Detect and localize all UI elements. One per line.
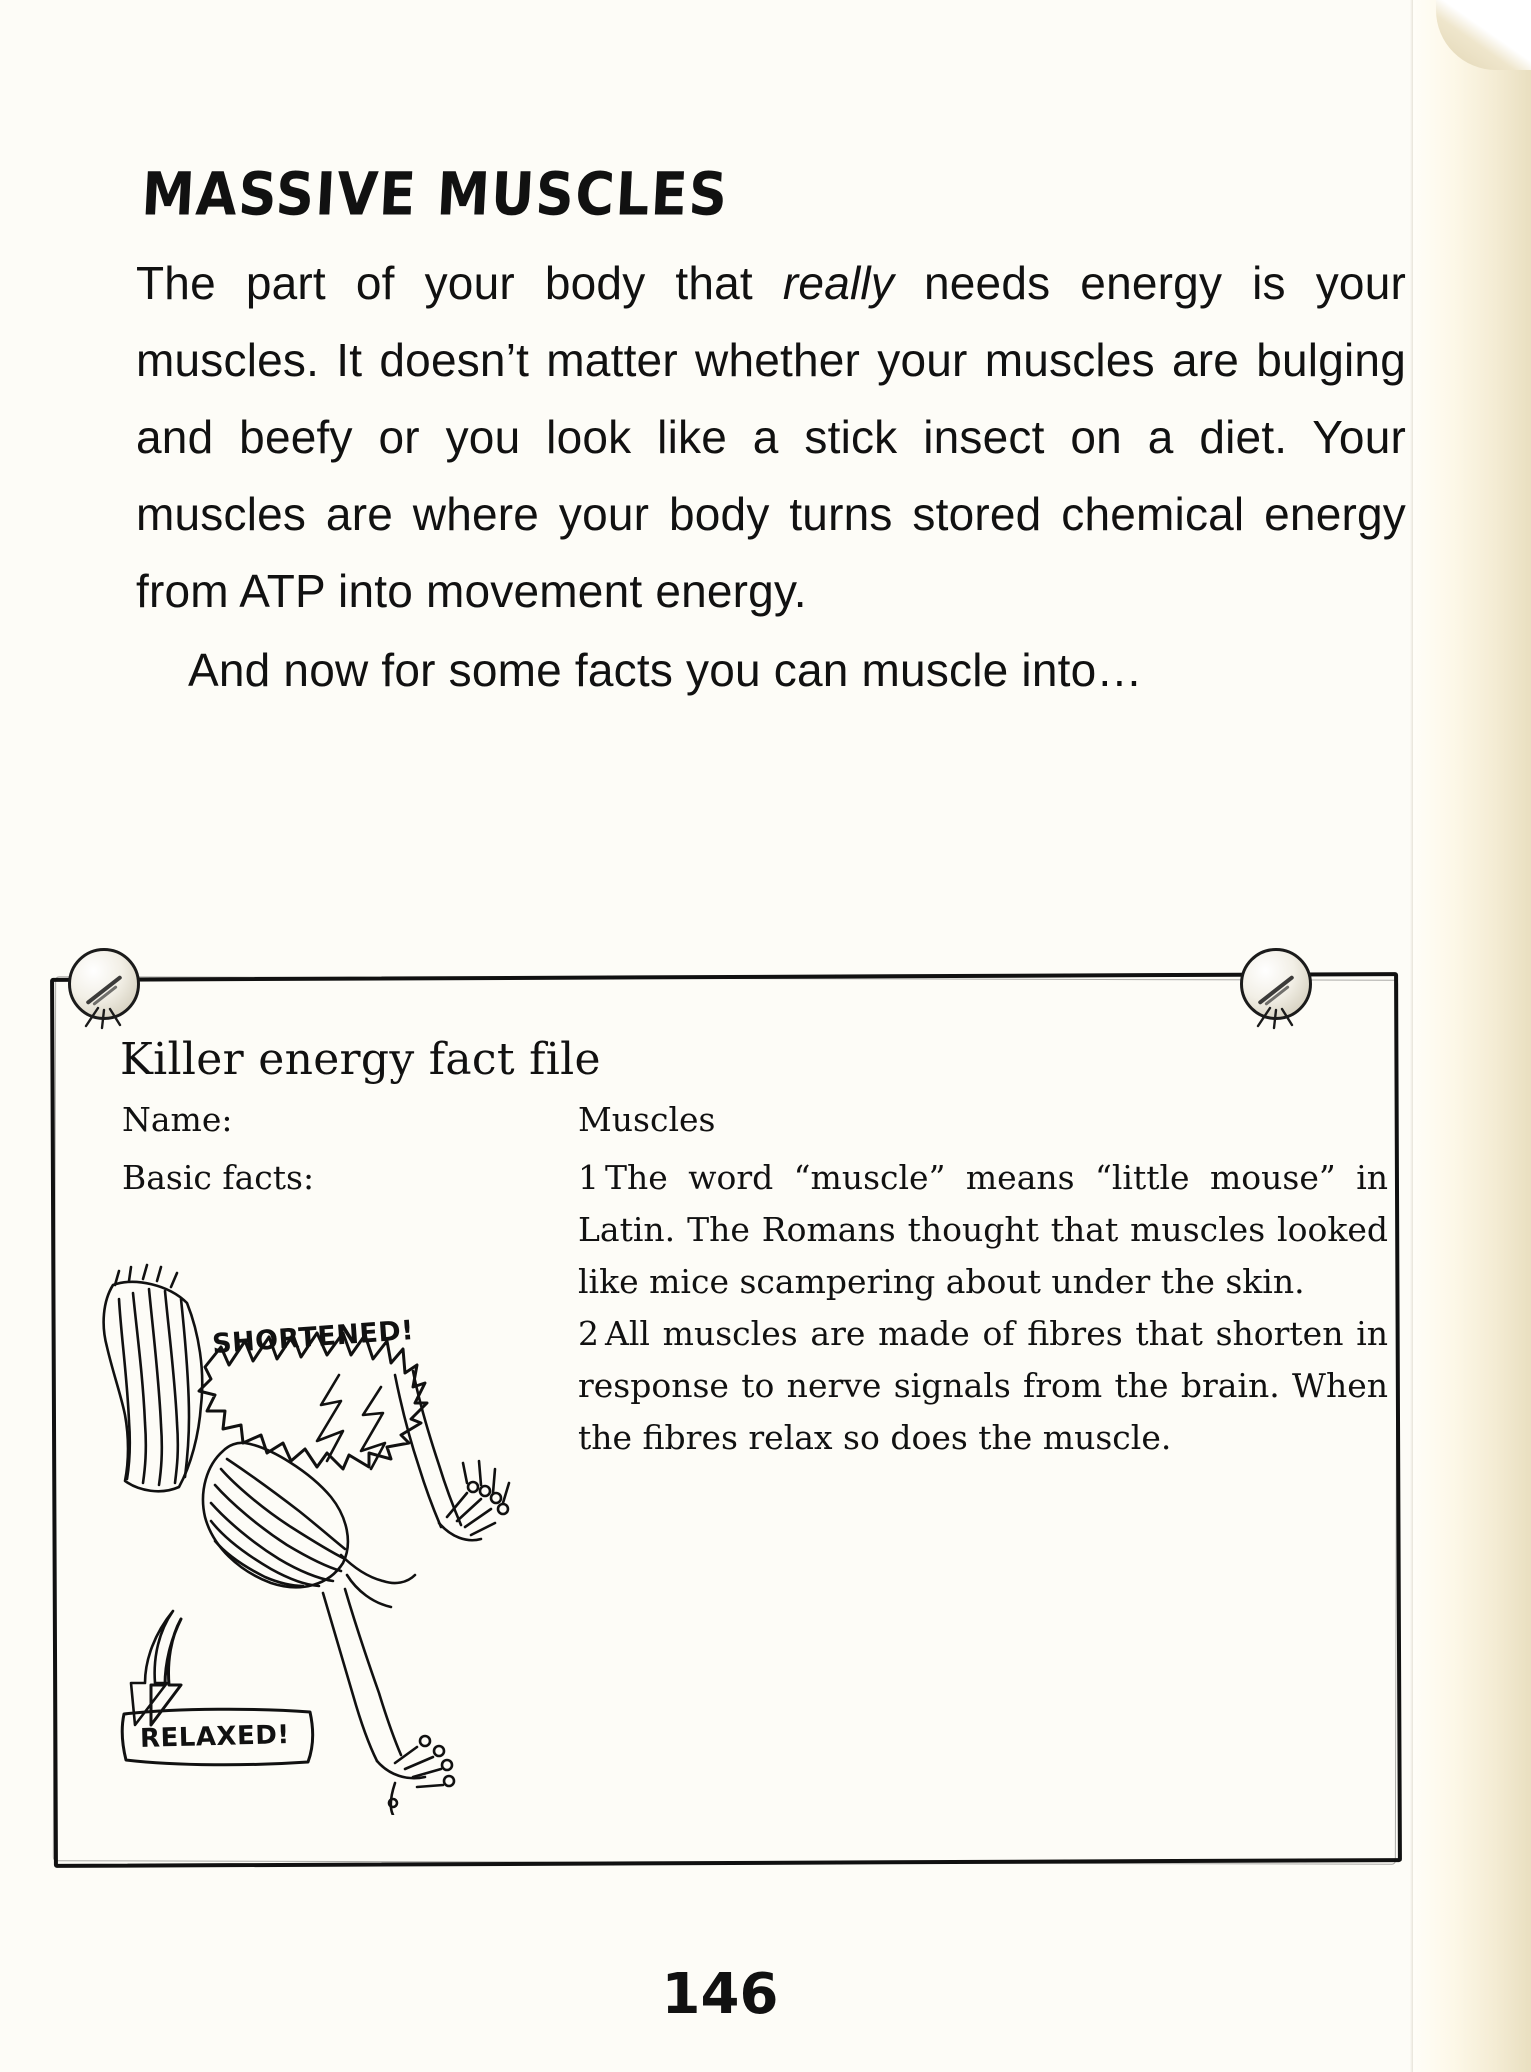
fact-item bbox=[578, 1152, 1388, 1308]
page-number: 146 bbox=[661, 1962, 779, 2027]
paragraph-2: And now for some facts you can muscle into… bbox=[188, 644, 1143, 696]
paragraph-1-part-2: needs energy is your muscles. It doesn’t matter whether your muscles are bulging and beefy or you look like a stick insect on a diet. Your muscles are where your body turns stored chemical energy from ATP into movement energy. bbox=[136, 257, 1406, 617]
fact-file-label-basic-facts: Basic facts: bbox=[122, 1158, 315, 1197]
pin-shadow-legs bbox=[68, 1000, 146, 1030]
paragraph-1-part-1: The part of your body that bbox=[136, 257, 783, 309]
fact-file-name-value: Muscles bbox=[578, 1100, 716, 1139]
illustration-label-shortened: SHORTENED! bbox=[211, 1314, 416, 1361]
fact-file-facts bbox=[578, 1152, 1388, 1464]
fact-number: 1 bbox=[578, 1158, 599, 1197]
paragraph-1-emphasis: really bbox=[782, 257, 895, 309]
illustration-label-relaxed: RELAXED! bbox=[139, 1720, 291, 1754]
drawing-pin-icon bbox=[1240, 948, 1318, 1026]
page-title: MASSIVE MUSCLES bbox=[140, 160, 731, 229]
fact-text: The word “muscle” means “little mouse” in Latin. The Romans thought that muscles looked like mice scampering about under the skin. bbox=[578, 1158, 1388, 1301]
fact-file-title: Killer energy fact file bbox=[120, 1034, 601, 1085]
paragraph-1 bbox=[136, 245, 1406, 630]
pin-shadow-legs bbox=[1240, 1000, 1318, 1030]
body-text bbox=[136, 245, 1406, 709]
fact-text: All muscles are made of fibres that shorten in response to nerve signals from the brain. When the fibres relax so does the muscle. bbox=[578, 1314, 1388, 1457]
fact-item bbox=[578, 1308, 1388, 1464]
drawing-pin-icon bbox=[68, 948, 146, 1026]
fact-file-label-name: Name: bbox=[122, 1100, 233, 1139]
fact-number: 2 bbox=[578, 1314, 599, 1353]
